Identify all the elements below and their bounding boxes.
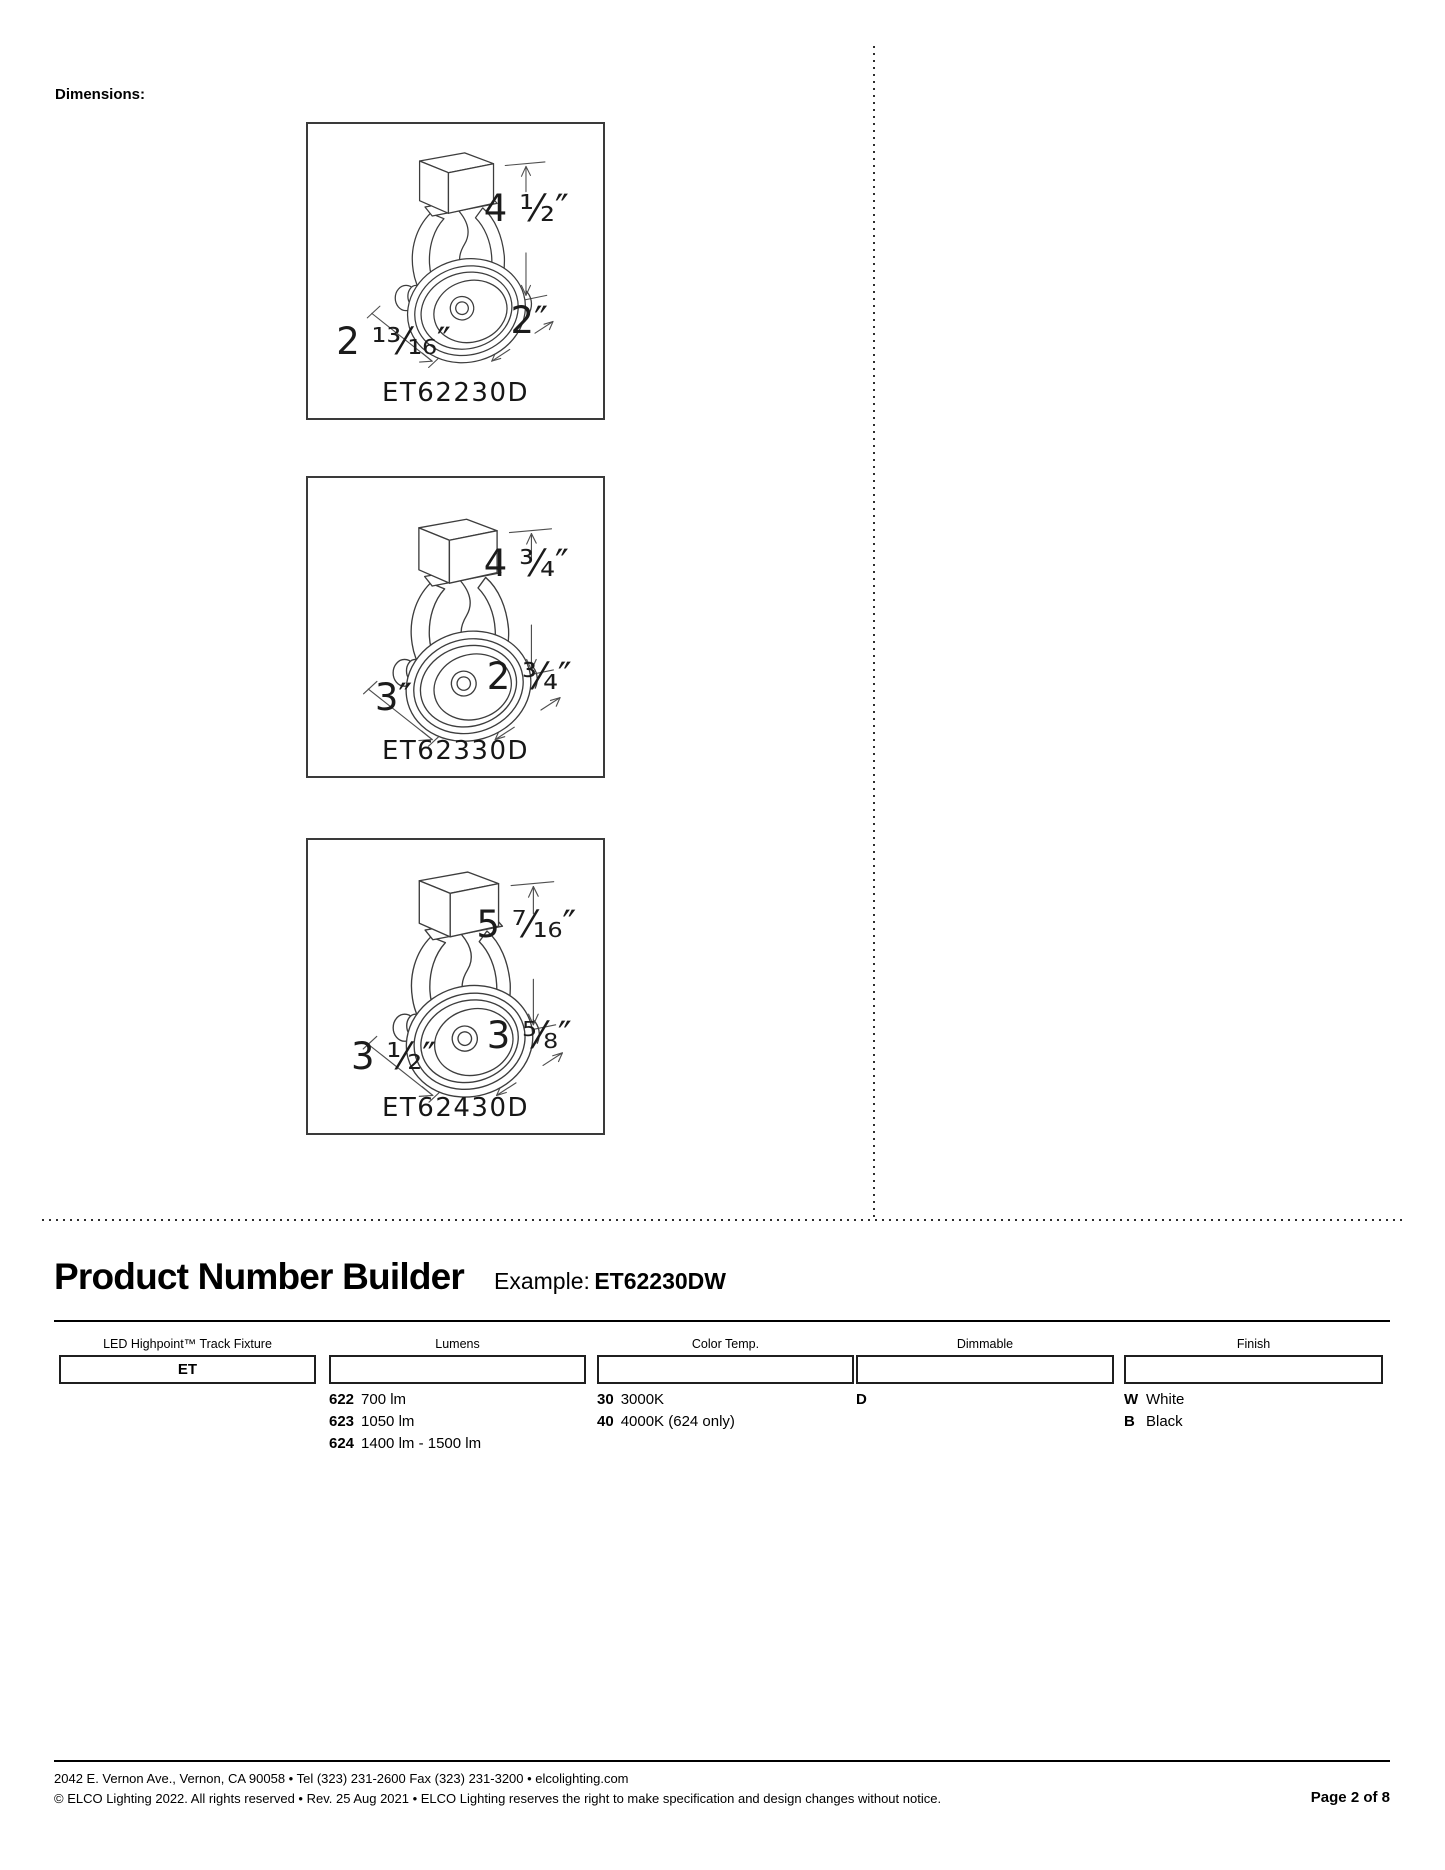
option-label: 700 lm bbox=[361, 1391, 407, 1408]
lens-diameter-label: 2 ³⁄₄″ bbox=[486, 655, 572, 699]
height-dimension-label: 4 ³⁄₄″ bbox=[483, 542, 569, 586]
option-list-dimmable bbox=[856, 1389, 1114, 1411]
option-label: 4000K (624 only) bbox=[620, 1413, 735, 1430]
lens-diameter-label: 3 ⁵⁄₈″ bbox=[486, 1014, 572, 1058]
width-dimension-label: 3 ¹⁄₂″ bbox=[351, 1034, 437, 1078]
height-dimension-label: 4 ¹⁄₂″ bbox=[483, 187, 569, 231]
fixture-line-drawing bbox=[308, 124, 603, 418]
dimension-diagram-et62230d bbox=[306, 122, 605, 420]
dimensions-heading: Dimensions: bbox=[55, 86, 146, 103]
builder-heading-row bbox=[54, 1256, 726, 1298]
option-code: 40 bbox=[597, 1413, 614, 1430]
dimension-diagram-et62430d bbox=[306, 838, 605, 1135]
option-code: 30 bbox=[597, 1391, 614, 1408]
option-row bbox=[1124, 1411, 1383, 1433]
option-code: 624 bbox=[329, 1435, 355, 1452]
width-dimension-label: 3″ bbox=[374, 676, 413, 720]
option-code: 622 bbox=[329, 1391, 355, 1408]
code-box-finish bbox=[1124, 1355, 1383, 1384]
option-row bbox=[597, 1411, 854, 1433]
option-code: B bbox=[1124, 1413, 1135, 1430]
builder-section-title: Product Number Builder bbox=[54, 1256, 464, 1297]
column-header-lumens: Lumens bbox=[435, 1337, 480, 1351]
option-label: 1050 lm bbox=[361, 1413, 415, 1430]
option-row bbox=[856, 1389, 1114, 1411]
model-number-caption: ET62330D bbox=[381, 735, 530, 766]
option-row bbox=[329, 1411, 586, 1433]
code-box-lumens bbox=[329, 1355, 586, 1384]
code-box-fixture: ET bbox=[59, 1355, 316, 1384]
option-row bbox=[329, 1433, 586, 1455]
page-number: Page 2 of 8 bbox=[1310, 1789, 1390, 1806]
width-dimension-label: 2 ¹³⁄₁₆″ bbox=[336, 319, 451, 363]
footer-rule bbox=[54, 1760, 1390, 1762]
option-code: W bbox=[1124, 1391, 1139, 1408]
option-list-finish bbox=[1124, 1389, 1383, 1433]
column-header-color-temp: Color Temp. bbox=[691, 1337, 760, 1351]
dimension-diagram-et62330d bbox=[306, 476, 605, 778]
footer-copyright: © ELCO Lighting 2022. All rights reserved • Rev. 25 Aug 2021 • ELCO Lighting reserves the right to make specification and design changes without notice. bbox=[54, 1791, 942, 1806]
model-number-caption: ET62230D bbox=[381, 378, 530, 409]
builder-example-label: Example: bbox=[494, 1268, 590, 1294]
option-label: Black bbox=[1146, 1413, 1183, 1430]
code-box-dimmable bbox=[856, 1355, 1114, 1384]
column-header-fixture: LED Highpoint™ Track Fixture bbox=[103, 1337, 272, 1351]
builder-rule bbox=[54, 1320, 1390, 1322]
option-list-lumens bbox=[329, 1389, 586, 1455]
height-dimension-label: 5 ⁷⁄₁₆″ bbox=[476, 902, 577, 946]
column-header-dimmable: Dimmable bbox=[956, 1337, 1014, 1351]
code-box-color-temp bbox=[597, 1355, 854, 1384]
option-label: 3000K bbox=[620, 1391, 665, 1408]
builder-example bbox=[494, 1268, 726, 1295]
option-row bbox=[1124, 1389, 1383, 1411]
lens-diameter-label: 2″ bbox=[510, 298, 548, 342]
option-row bbox=[597, 1389, 854, 1411]
column-header-finish: Finish bbox=[1236, 1337, 1271, 1351]
option-label: White bbox=[1146, 1391, 1185, 1408]
footer-address: 2042 E. Vernon Ave., Vernon, CA 90058 • Tel (323) 231-2600 Fax (323) 231-3200 • elcolighting.com bbox=[54, 1771, 629, 1786]
fixture-line-drawing bbox=[308, 840, 603, 1133]
option-row bbox=[329, 1389, 586, 1411]
builder-example-value: ET62230DW bbox=[594, 1268, 726, 1294]
vertical-dotted-divider bbox=[873, 46, 875, 1219]
option-code: 623 bbox=[329, 1413, 355, 1430]
option-list-color-temp bbox=[597, 1389, 854, 1433]
option-label: 1400 lm - 1500 lm bbox=[361, 1435, 482, 1452]
horizontal-dotted-divider bbox=[42, 1219, 1404, 1221]
model-number-caption: ET62430D bbox=[381, 1093, 530, 1124]
fixture-line-drawing bbox=[308, 478, 603, 776]
option-code: D bbox=[856, 1391, 867, 1408]
